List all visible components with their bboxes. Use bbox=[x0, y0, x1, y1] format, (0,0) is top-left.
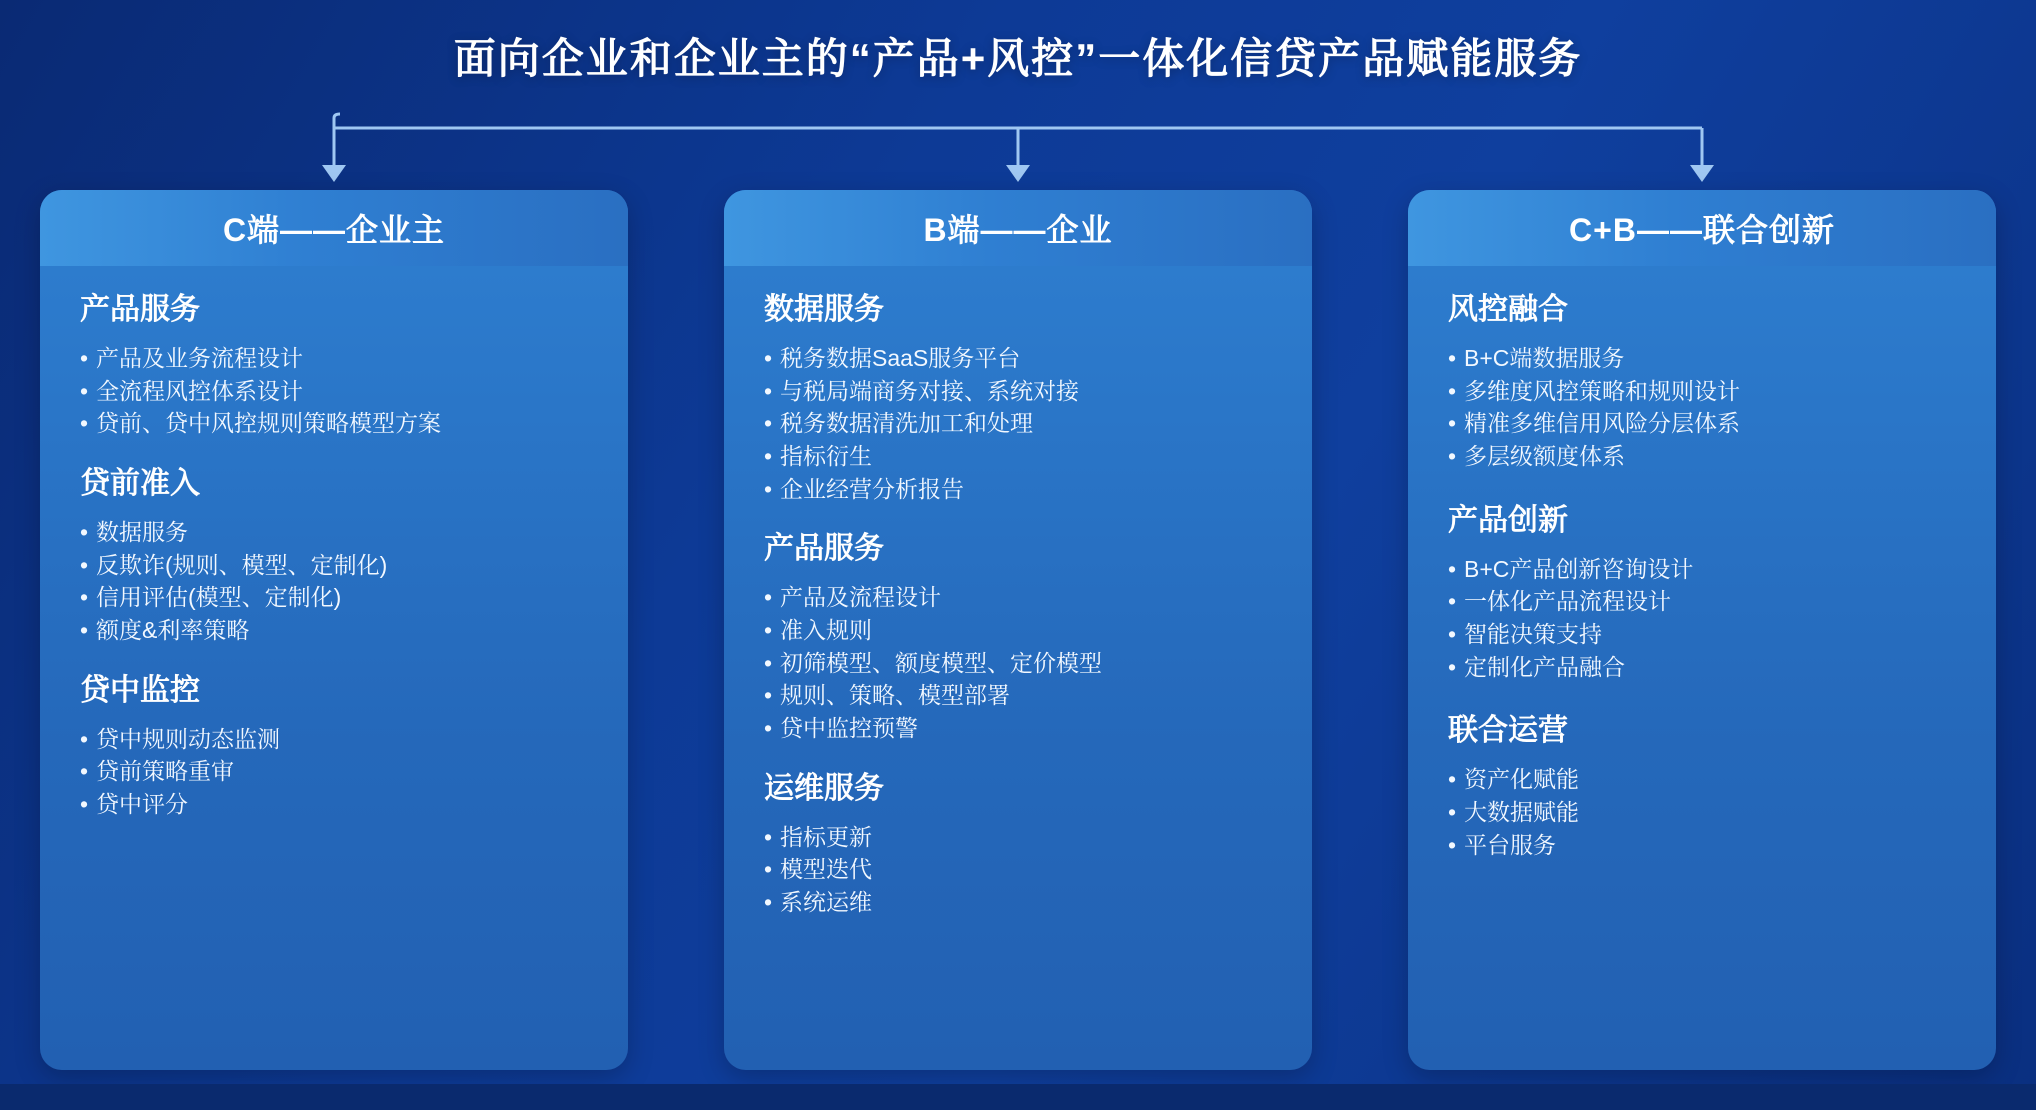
bullet-list bbox=[1448, 763, 1956, 861]
list-item: • 大数据赋能 bbox=[1448, 796, 1956, 829]
section-title: 贷前准入 bbox=[80, 466, 200, 500]
list-item: • 多维度风控策略和规则设计 bbox=[1448, 375, 1956, 408]
list-item: • 贷中规则动态监测 bbox=[80, 723, 588, 756]
list-item: • 系统运维 bbox=[764, 886, 1272, 919]
connector-arrows bbox=[0, 110, 2036, 195]
section-data-service bbox=[764, 292, 1272, 505]
section-in-loan-monitoring bbox=[80, 673, 588, 821]
bullet-list bbox=[1448, 342, 1956, 473]
list-item: • 贷前策略重审 bbox=[80, 755, 588, 788]
list-item: • 产品及业务流程设计 bbox=[80, 342, 588, 375]
section-product-innovation bbox=[1448, 503, 1956, 684]
list-item: • B+C端数据服务 bbox=[1448, 342, 1956, 375]
bullet-list bbox=[80, 342, 588, 440]
list-item: • 反欺诈(规则、模型、定制化) bbox=[80, 549, 588, 582]
list-item: • 一体化产品流程设计 bbox=[1448, 585, 1956, 618]
list-item: • 初筛模型、额度模型、定价模型 bbox=[764, 647, 1272, 680]
list-item: • B+C产品创新咨询设计 bbox=[1448, 553, 1956, 586]
list-item: • 定制化产品融合 bbox=[1448, 651, 1956, 684]
list-item: • 信用评估(模型、定制化) bbox=[80, 581, 588, 614]
bullet-list bbox=[764, 581, 1272, 744]
list-item: • 智能决策支持 bbox=[1448, 618, 1956, 651]
section-joint-operation bbox=[1448, 713, 1956, 861]
section-title: 数据服务 bbox=[764, 293, 884, 326]
columns-container bbox=[0, 190, 2036, 1070]
section-pre-loan-access bbox=[80, 466, 588, 647]
section-title: 联合运营 bbox=[1448, 714, 1568, 748]
bullet-list bbox=[764, 821, 1272, 919]
section-ops-service bbox=[764, 771, 1272, 919]
bullet-list bbox=[80, 723, 588, 821]
section-product-service bbox=[80, 292, 588, 440]
section-title: 运维服务 bbox=[764, 771, 884, 805]
list-item: • 资产化赋能 bbox=[1448, 763, 1956, 796]
list-item: • 产品及流程设计 bbox=[764, 581, 1272, 614]
page-title: 面向企业和企业主的“产品+风控”一体化信贷产品赋能服务 bbox=[453, 35, 1583, 82]
list-item: • 税务数据SaaS服务平台 bbox=[764, 342, 1272, 375]
section-title: 产品创新 bbox=[1448, 503, 1568, 537]
section-title: 产品服务 bbox=[764, 532, 884, 566]
list-item: • 数据服务 bbox=[80, 516, 588, 549]
list-item: • 与税局端商务对接、系统对接 bbox=[764, 375, 1272, 408]
list-item: • 多层级额度体系 bbox=[1448, 440, 1956, 473]
list-item: • 贷前、贷中风控规则策略模型方案 bbox=[80, 407, 588, 440]
section-risk-integration bbox=[1448, 292, 1956, 473]
bullet-list bbox=[764, 342, 1272, 505]
column-c-end[interactable] bbox=[40, 190, 628, 1070]
column-body-c-end bbox=[40, 266, 628, 1070]
section-title: 产品服务 bbox=[80, 293, 200, 326]
list-item: • 指标衍生 bbox=[764, 440, 1272, 473]
list-item: • 平台服务 bbox=[1448, 829, 1956, 862]
list-item: • 全流程风控体系设计 bbox=[80, 375, 588, 408]
column-c-plus-b[interactable] bbox=[1408, 190, 1996, 1070]
list-item: • 税务数据清洗加工和处理 bbox=[764, 407, 1272, 440]
list-item: • 规则、策略、模型部署 bbox=[764, 679, 1272, 712]
section-title: 贷中监控 bbox=[80, 673, 200, 707]
bullet-list bbox=[1448, 553, 1956, 684]
column-body-c-plus-b bbox=[1408, 266, 1996, 1070]
list-item: • 准入规则 bbox=[764, 614, 1272, 647]
list-item: • 模型迭代 bbox=[764, 853, 1272, 886]
list-item: • 贷中监控预警 bbox=[764, 712, 1272, 745]
list-item: • 指标更新 bbox=[764, 821, 1272, 854]
column-header-c-plus-b: C+B——联合创新 bbox=[1408, 190, 1996, 266]
section-product-service-b bbox=[764, 531, 1272, 744]
section-title: 风控融合 bbox=[1448, 293, 1568, 326]
column-b-end[interactable] bbox=[724, 190, 1312, 1070]
list-item: • 精准多维信用风险分层体系 bbox=[1448, 407, 1956, 440]
column-body-b-end bbox=[724, 266, 1312, 1070]
column-header-c-end: C端——企业主 bbox=[40, 190, 628, 266]
column-header-b-end: B端——企业 bbox=[724, 190, 1312, 266]
bullet-list bbox=[80, 516, 588, 647]
list-item: • 企业经营分析报告 bbox=[764, 473, 1272, 506]
list-item: • 额度&利率策略 bbox=[80, 614, 588, 647]
list-item: • 贷中评分 bbox=[80, 788, 588, 821]
